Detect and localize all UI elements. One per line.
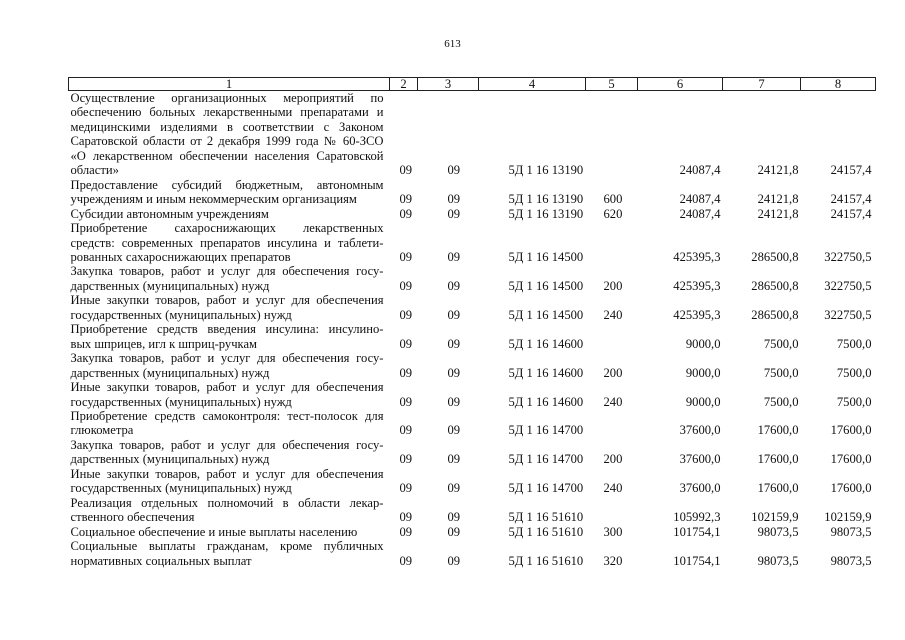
subsection-code: 09: [447, 249, 461, 264]
target-article-code: 5Д 1 16 51610: [508, 524, 584, 539]
column-header-3: 3: [418, 78, 479, 91]
expense-type-code: 200: [603, 278, 623, 293]
description-line: Приобретение средств самоконтроля: тест-полосок для: [70, 408, 384, 423]
section-code: 09: [399, 524, 413, 539]
budget-table: [68, 77, 876, 568]
amount-year-2: 98073,5: [757, 553, 799, 568]
section-code: 09: [399, 307, 413, 322]
column-header-1: 1: [69, 78, 390, 91]
expense-type-code: [586, 91, 638, 178]
header-row: [69, 78, 876, 91]
amount-year-3: 17600,0: [830, 452, 872, 467]
amount-year-1: 425395,3: [673, 307, 721, 322]
amount-year-1: 24087,4: [679, 192, 721, 207]
column-header-4: 4: [479, 78, 586, 91]
table-row: [69, 467, 876, 496]
target-article-code: 5Д 1 16 51610: [508, 553, 584, 568]
table-row: [69, 264, 876, 293]
description-line: Приобретение средств введения инсулина: инсулино-: [70, 322, 384, 337]
amount-year-2: 24121,8: [757, 163, 799, 178]
column-header-5: 5: [586, 78, 638, 91]
amount-year-3: 24157,4: [830, 192, 872, 207]
target-article-code: 5Д 1 16 14600: [508, 394, 584, 409]
target-article-code: 5Д 1 16 13190: [508, 163, 584, 178]
target-article-code: 5Д 1 16 14500: [508, 307, 584, 322]
description-line: глюкометра: [70, 423, 134, 438]
expense-type-code: 240: [603, 307, 623, 322]
description-line: Закупка товаров, работ и услуг для обеспечения госу-: [70, 264, 384, 279]
amount-year-3: 98073,5: [830, 524, 872, 539]
amount-year-2: 24121,8: [757, 206, 799, 221]
description-line: учреждениям и иным некоммерческим организациям: [70, 192, 357, 207]
amount-year-3: 7500,0: [836, 365, 872, 380]
expense-type-code: 620: [603, 206, 623, 221]
table-row: [69, 409, 876, 438]
subsection-code: 09: [447, 163, 461, 178]
description-line: области»: [70, 163, 119, 178]
target-article-code: 5Д 1 16 14600: [508, 365, 584, 380]
amount-year-3: 24157,4: [830, 206, 872, 221]
expense-type-code: [586, 221, 638, 264]
amount-year-1: 425395,3: [673, 249, 721, 264]
amount-year-2: 286500,8: [751, 249, 799, 264]
amount-year-1: 101754,1: [673, 553, 721, 568]
amount-year-3: 322750,5: [824, 307, 872, 322]
amount-year-1: 37600,0: [679, 423, 721, 438]
description-line: государственных (муниципальных) нужд: [70, 481, 292, 496]
amount-year-3: 17600,0: [830, 423, 872, 438]
target-article-code: 5Д 1 16 51610: [508, 510, 584, 525]
section-code: 09: [399, 206, 413, 221]
amount-year-3: 322750,5: [824, 278, 872, 293]
row-description: [69, 351, 390, 380]
row-description: [69, 221, 390, 264]
description-line: Реализация отдельных полномочий в области лекар-: [70, 495, 384, 510]
expense-type-code: 600: [603, 192, 623, 207]
column-header-6: 6: [638, 78, 723, 91]
expense-type-code: [586, 322, 638, 351]
amount-year-2: 17600,0: [757, 423, 799, 438]
amount-year-1: 24087,4: [679, 163, 721, 178]
description-line: вых шприцев, игл к шприц-ручкам: [70, 336, 258, 351]
target-article-code: 5Д 1 16 13190: [508, 192, 584, 207]
row-description: [69, 207, 390, 221]
amount-year-3: 17600,0: [830, 481, 872, 496]
row-description: [69, 322, 390, 351]
subsection-code: 09: [447, 278, 461, 293]
row-description: [69, 496, 390, 525]
amount-year-3: 24157,4: [830, 163, 872, 178]
target-article-code: 5Д 1 16 13190: [508, 206, 584, 221]
description-line: Социальное обеспечение и иные выплаты населению: [70, 524, 358, 539]
subsection-code: 09: [447, 206, 461, 221]
target-article-code: 5Д 1 16 14700: [508, 423, 584, 438]
expense-type-code: [586, 496, 638, 525]
description-line: государственных (муниципальных) нужд: [70, 307, 292, 322]
expense-type-code: 240: [603, 481, 623, 496]
description-line: Закупка товаров, работ и услуг для обеспечения госу-: [70, 351, 384, 366]
section-code: 09: [399, 163, 413, 178]
amount-year-2: 286500,8: [751, 278, 799, 293]
row-description: [69, 438, 390, 467]
amount-year-1: 24087,4: [679, 206, 721, 221]
expense-type-code: 320: [603, 553, 623, 568]
target-article-code: 5Д 1 16 14700: [508, 452, 584, 467]
description-line: Иные закупки товаров, работ и услуг для обеспечения: [70, 380, 384, 395]
expense-type-code: 200: [603, 452, 623, 467]
row-description: [69, 467, 390, 496]
description-line: Иные закупки товаров, работ и услуг для обеспечения: [70, 466, 384, 481]
table-row: [69, 178, 876, 207]
section-code: 09: [399, 278, 413, 293]
subsection-code: 09: [447, 423, 461, 438]
description-line: дарственных (муниципальных) нужд: [70, 278, 270, 293]
amount-year-2: 7500,0: [763, 394, 799, 409]
table-row: [69, 496, 876, 525]
amount-year-3: 7500,0: [836, 394, 872, 409]
description-line: Субсидии автономным учреждениям: [70, 206, 269, 221]
subsection-code: 09: [447, 481, 461, 496]
amount-year-2: 7500,0: [763, 336, 799, 351]
description-line: «О лекарственном обеспечении населения Саратовской: [70, 148, 384, 163]
table-row: [69, 380, 876, 409]
target-article-code: 5Д 1 16 14500: [508, 249, 584, 264]
description-line: средств: современных препаратов инсулина и таблети-: [70, 235, 384, 250]
description-line: нормативных социальных выплат: [70, 553, 252, 568]
amount-year-1: 9000,0: [685, 336, 721, 351]
subsection-code: 09: [447, 192, 461, 207]
description-line: Осуществление организационных мероприятий по: [70, 91, 384, 105]
amount-year-1: 9000,0: [685, 394, 721, 409]
subsection-code: 09: [447, 452, 461, 467]
description-line: дарственных (муниципальных) нужд: [70, 365, 270, 380]
description-line: дарственных (муниципальных) нужд: [70, 452, 270, 467]
amount-year-3: 102159,9: [824, 510, 872, 525]
description-line: Приобретение сахароснижающих лекарственных: [70, 221, 384, 236]
section-code: 09: [399, 423, 413, 438]
description-line: Саратовской области от 2 декабря 1999 года № 60-ЗСО: [70, 134, 384, 149]
description-line: Закупка товаров, работ и услуг для обеспечения госу-: [70, 437, 384, 452]
description-line: медицинскими изделиями в соответствии с Законом: [70, 119, 384, 134]
amount-year-3: 7500,0: [836, 336, 872, 351]
section-code: 09: [399, 452, 413, 467]
amount-year-3: 98073,5: [830, 553, 872, 568]
expense-type-code: 240: [603, 394, 623, 409]
subsection-code: 09: [447, 553, 461, 568]
row-description: [69, 525, 390, 539]
expense-type-code: [586, 409, 638, 438]
subsection-code: 09: [447, 524, 461, 539]
section-code: 09: [399, 510, 413, 525]
section-code: 09: [399, 336, 413, 351]
target-article-code: 5Д 1 16 14600: [508, 336, 584, 351]
amount-year-2: 17600,0: [757, 452, 799, 467]
description-line: Социальные выплаты гражданам, кроме публичных: [70, 539, 384, 554]
section-code: 09: [399, 394, 413, 409]
column-header-8: 8: [801, 78, 876, 91]
target-article-code: 5Д 1 16 14500: [508, 278, 584, 293]
description-line: государственных (муниципальных) нужд: [70, 394, 292, 409]
row-description: [69, 178, 390, 207]
section-code: 09: [399, 553, 413, 568]
section-code: 09: [399, 192, 413, 207]
table-row: [69, 293, 876, 322]
description-line: рованных сахароснижающих препаратов: [70, 249, 291, 264]
amount-year-1: 101754,1: [673, 524, 721, 539]
amount-year-1: 105992,3: [673, 510, 721, 525]
row-description: [69, 539, 390, 568]
amount-year-2: 98073,5: [757, 524, 799, 539]
table-row: [69, 525, 876, 539]
column-header-2: 2: [390, 78, 418, 91]
row-description: [69, 380, 390, 409]
amount-year-2: 102159,9: [751, 510, 799, 525]
subsection-code: 09: [447, 307, 461, 322]
target-article-code: 5Д 1 16 14700: [508, 481, 584, 496]
amount-year-2: 24121,8: [757, 192, 799, 207]
subsection-code: 09: [447, 510, 461, 525]
table-row: [69, 221, 876, 264]
amount-year-1: 9000,0: [685, 365, 721, 380]
table-row: [69, 322, 876, 351]
row-description: [69, 409, 390, 438]
section-code: 09: [399, 249, 413, 264]
amount-year-1: 37600,0: [679, 481, 721, 496]
amount-year-2: 17600,0: [757, 481, 799, 496]
column-header-7: 7: [723, 78, 801, 91]
amount-year-1: 37600,0: [679, 452, 721, 467]
table-row: [69, 539, 876, 568]
row-description: [69, 264, 390, 293]
row-description: [69, 293, 390, 322]
amount-year-2: 286500,8: [751, 307, 799, 322]
row-description: [69, 91, 390, 178]
page-number: 613: [444, 38, 461, 50]
subsection-code: 09: [447, 365, 461, 380]
table-row: [69, 438, 876, 467]
subsection-code: 09: [447, 394, 461, 409]
amount-year-1: 425395,3: [673, 278, 721, 293]
table-row: [69, 207, 876, 221]
table-row: [69, 91, 876, 178]
description-line: обеспечению больных лекарственными препаратами и: [70, 105, 384, 120]
table-row: [69, 351, 876, 380]
section-code: 09: [399, 481, 413, 496]
subsection-code: 09: [447, 336, 461, 351]
amount-year-3: 322750,5: [824, 249, 872, 264]
expense-type-code: 300: [603, 524, 623, 539]
section-code: 09: [399, 365, 413, 380]
description-line: ственного обеспечения: [70, 510, 195, 525]
expense-type-code: 200: [603, 365, 623, 380]
description-line: Иные закупки товаров, работ и услуг для обеспечения: [70, 293, 384, 308]
description-line: Предоставление субсидий бюджетным, автономным: [70, 177, 384, 192]
amount-year-2: 7500,0: [763, 365, 799, 380]
